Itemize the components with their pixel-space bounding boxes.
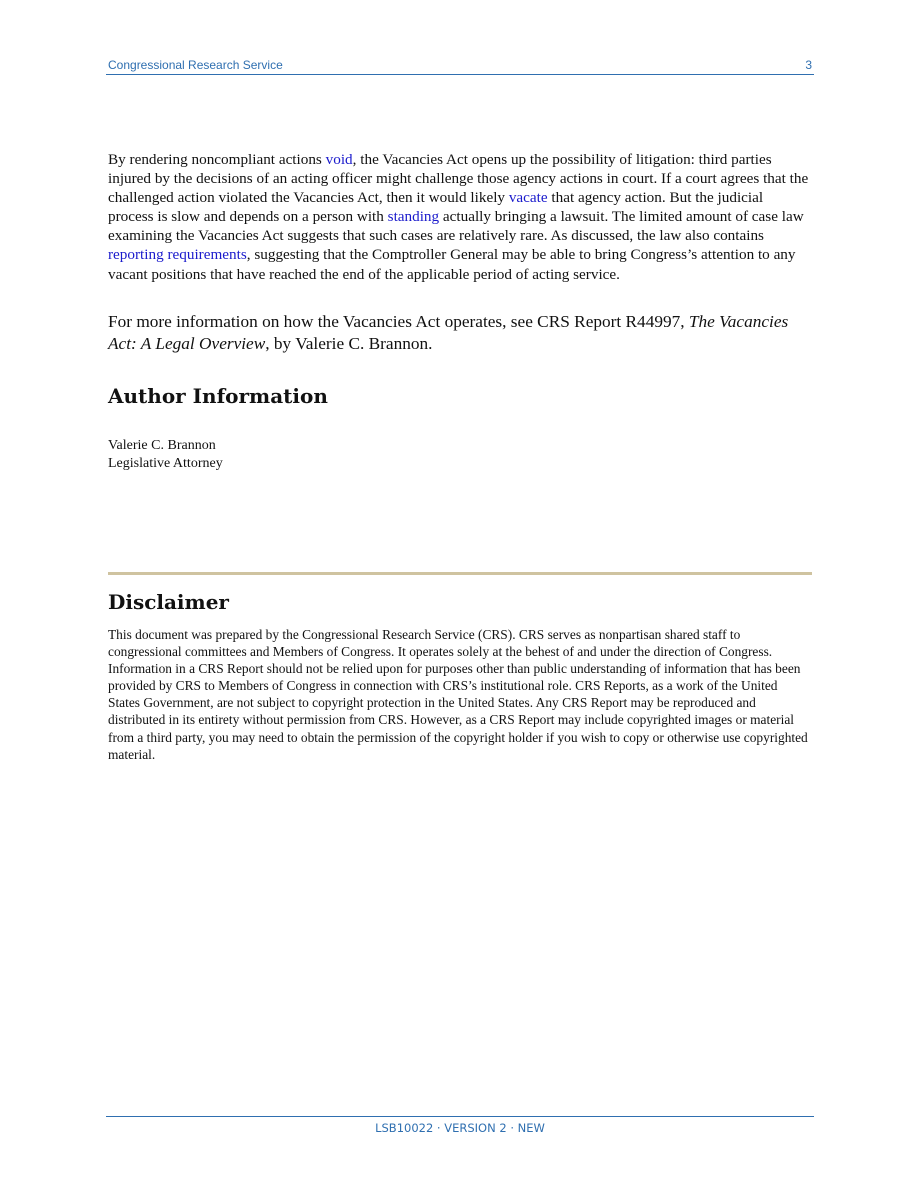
body-paragraph-1 xyxy=(108,150,812,284)
running-header-title: Congressional Research Service xyxy=(108,58,283,72)
footer-divider xyxy=(106,1116,814,1117)
link-void[interactable]: void xyxy=(325,151,353,168)
link-vacate[interactable]: vacate xyxy=(508,189,548,207)
author-role: Legislative Attorney xyxy=(108,455,223,471)
report-title: The Vacancies Act: A Legal Overview xyxy=(108,312,789,353)
disclaimer-heading: Disclaimer xyxy=(108,590,229,614)
link-reporting-requirements[interactable]: reporting requirements xyxy=(108,246,247,264)
paragraph-text: , by Valerie C. Brannon. xyxy=(265,333,433,353)
author-name: Valerie C. Brannon xyxy=(108,438,216,453)
body-paragraph-2 xyxy=(108,311,812,354)
link-standing[interactable]: standing xyxy=(387,208,440,226)
author-heading: Author Information xyxy=(108,384,328,408)
paragraph-text: For more information on how the Vacancies Act operates, see CRS Report R44997, xyxy=(108,312,689,331)
header-divider xyxy=(106,74,814,75)
paragraph-text: , the Vacancies Act opens up the possibility of litigation: third parties injured by the decisions of an acting officer might challenge those agency actions in court. If a court agrees that the challenged action violated the Vacancies Act, then it would likely xyxy=(108,151,809,207)
page-number: 3 xyxy=(805,58,812,72)
footer-id: LSB10022 · VERSION 2 · NEW xyxy=(375,1121,545,1135)
paragraph-text: , suggesting that the Comptroller General may be able to bring Congress’s attention to any vacant positions that have reached the end of the applicable period of acting service. xyxy=(108,246,796,283)
paragraph-text: By rendering noncompliant actions xyxy=(108,151,326,168)
paragraph-text: that agency action. But the judicial process is slow and depends on a person with xyxy=(108,189,764,226)
author-block xyxy=(108,437,223,472)
section-divider xyxy=(108,572,812,575)
disclaimer-text: This document was prepared by the Congressional Research Service (CRS). CRS serves as nonpartisan shared staff to congressional committees and Members of Congress. It operates solely at the behest of and under the direction of Congress. Information in a CRS Report should not be relied upon for purposes other than public understanding of information that has been provided by CRS to Members of Congress in connection with CRS’s institutional role. CRS Reports, as a work of the United States Government, are not subject to copyright protection in the United States. Any CRS Report may be reproduced and distributed in its entirety without permission from CRS. However, as a CRS Report may include copyrighted images or material from a third party, you may need to obtain the permission of the copyright holder if you wish to copy or otherwise use copyrighted material. xyxy=(108,627,808,762)
paragraph-text: actually bringing a lawsuit. The limited amount of case law examining the Vacancies Act suggests that such cases are relatively rare. As discussed, the law also contains xyxy=(108,208,804,245)
